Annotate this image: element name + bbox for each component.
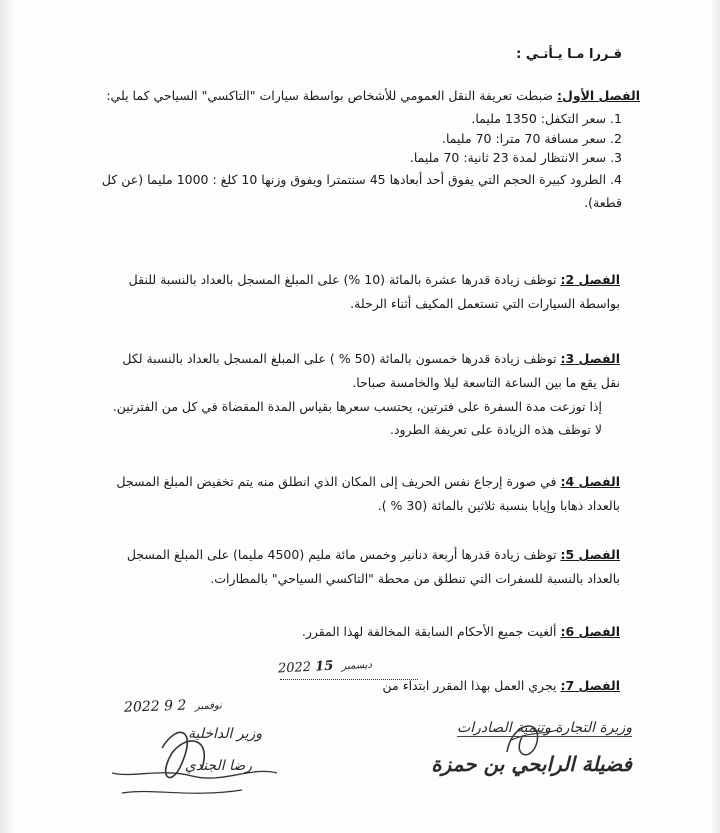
- chapter-6-text: ألغيت جميع الأحكام السابقة المخالفة لهذا المقرر.: [301, 624, 561, 639]
- chapter-3-note-2: لا توظف هذه الزيادة على تعريفة الطرود.: [389, 422, 602, 438]
- chapter-7-text: يجري العمل بهذا المقرر ابتداء من: [382, 678, 561, 693]
- chapter-3-text: توظف زيادة قدرها خمسون بالمائة (50 % ) على المبلغ المسجل بالعداد بالنسبة لكل نقل يقع ما بين الساعة التاسعة ليلا والخامسة صباحا.: [122, 351, 620, 390]
- chapter-5: [110, 543, 620, 591]
- chapter-2-label: الفصل 2:: [560, 272, 620, 287]
- chapter-4-text: في صورة إرجاع نفس الحريف إلى المكان الذي انطلق منه يتم تخفيض المبلغ المسجل بالعداد ذهابا وإيابا بنسبة ثلاثين بالمائة (30 % ).: [116, 474, 620, 513]
- chapter-4-label: الفصل 4:: [560, 474, 620, 489]
- date-dotted-line: [280, 677, 418, 680]
- chapter-1-item-3: 3. سعر الانتظار لمدة 23 ثانية: 70 مليما.: [409, 150, 622, 166]
- chapter-3: [110, 347, 620, 442]
- signature-interior-minister: [102, 718, 282, 803]
- stamp-date-year: 2022: [277, 659, 312, 677]
- handwritten-signing-date: [124, 696, 226, 716]
- chapter-1-label: الفصل الأول:: [556, 88, 640, 103]
- left-date-day: 2 9: [163, 697, 187, 715]
- decision-heading: قـررا مـا يـأتـي :: [516, 47, 622, 62]
- scan-shadow-left: [0, 0, 14, 833]
- chapter-2-text: توظف زيادة قدرها عشرة بالمائة (10 %) على المبلغ المسجل بالعداد بالنسبة للنقل بواسطة السيارات التي تستعمل المكيف أثناء الرحلة.: [128, 272, 620, 311]
- chapter-6: [110, 622, 620, 641]
- chapter-4: [110, 470, 620, 518]
- chapter-6-label: الفصل 6:: [560, 624, 620, 639]
- stamp-date-day: 15: [314, 658, 334, 675]
- signature-left-name: رضا الجندي: [184, 758, 252, 774]
- left-date-year: 2022: [123, 698, 160, 716]
- chapter-5-label: الفصل 5:: [560, 547, 620, 562]
- scan-shadow-right: [710, 0, 720, 833]
- signature-right-name: فضيلة الرابحي بن حمزة: [431, 752, 632, 776]
- signature-left-title: وزير الداخلية: [187, 726, 262, 742]
- stamp-date-month: ديسمبر: [341, 659, 373, 673]
- signature-trade-minister: [412, 712, 632, 792]
- chapter-5-text: توظف زيادة قدرها أربعة دنانير وخمس مائة مليم (4500 مليما) على المبلغ المسجل بالعداد بالنسبة للسفرات التي تنطلق من محطة "التاكسي السياحي" بالمطارات.: [126, 547, 620, 586]
- chapter-1-item-1: 1. سعر التكفل: 1350 مليما.: [471, 111, 622, 127]
- chapter-7-label: الفصل 7:: [560, 678, 620, 693]
- chapter-1-text: ضبطت تعريفة النقل العمومي للأشخاص بواسطة سيارات "التاكسي" السياحي كما يلي:: [106, 88, 557, 103]
- chapter-1-item-2: 2. سعر مسافة 70 مترا: 70 مليما.: [442, 130, 622, 146]
- handwritten-effective-date: [278, 656, 377, 676]
- left-date-month: نوفمبر: [194, 700, 223, 713]
- chapter-3-note-1: إذا توزعت مدة السفرة على فترتين، يحتسب سعرها بقياس المدة المقضاة في كل من الفترتين.: [112, 398, 602, 414]
- chapter-2: [110, 268, 620, 316]
- chapter-3-label: الفصل 3:: [560, 351, 620, 366]
- signature-right-title: وزيرة التجارة وتنمية الصادرات: [457, 720, 632, 736]
- chapter-1: [100, 86, 640, 215]
- chapter-1-item-4: 4. الطرود كبيرة الحجم التي يفوق أحد أبعادها 45 سنتمترا ويفوق وزنها 10 كلغ : 1000 مليما (عن كل قطعة).: [101, 171, 622, 211]
